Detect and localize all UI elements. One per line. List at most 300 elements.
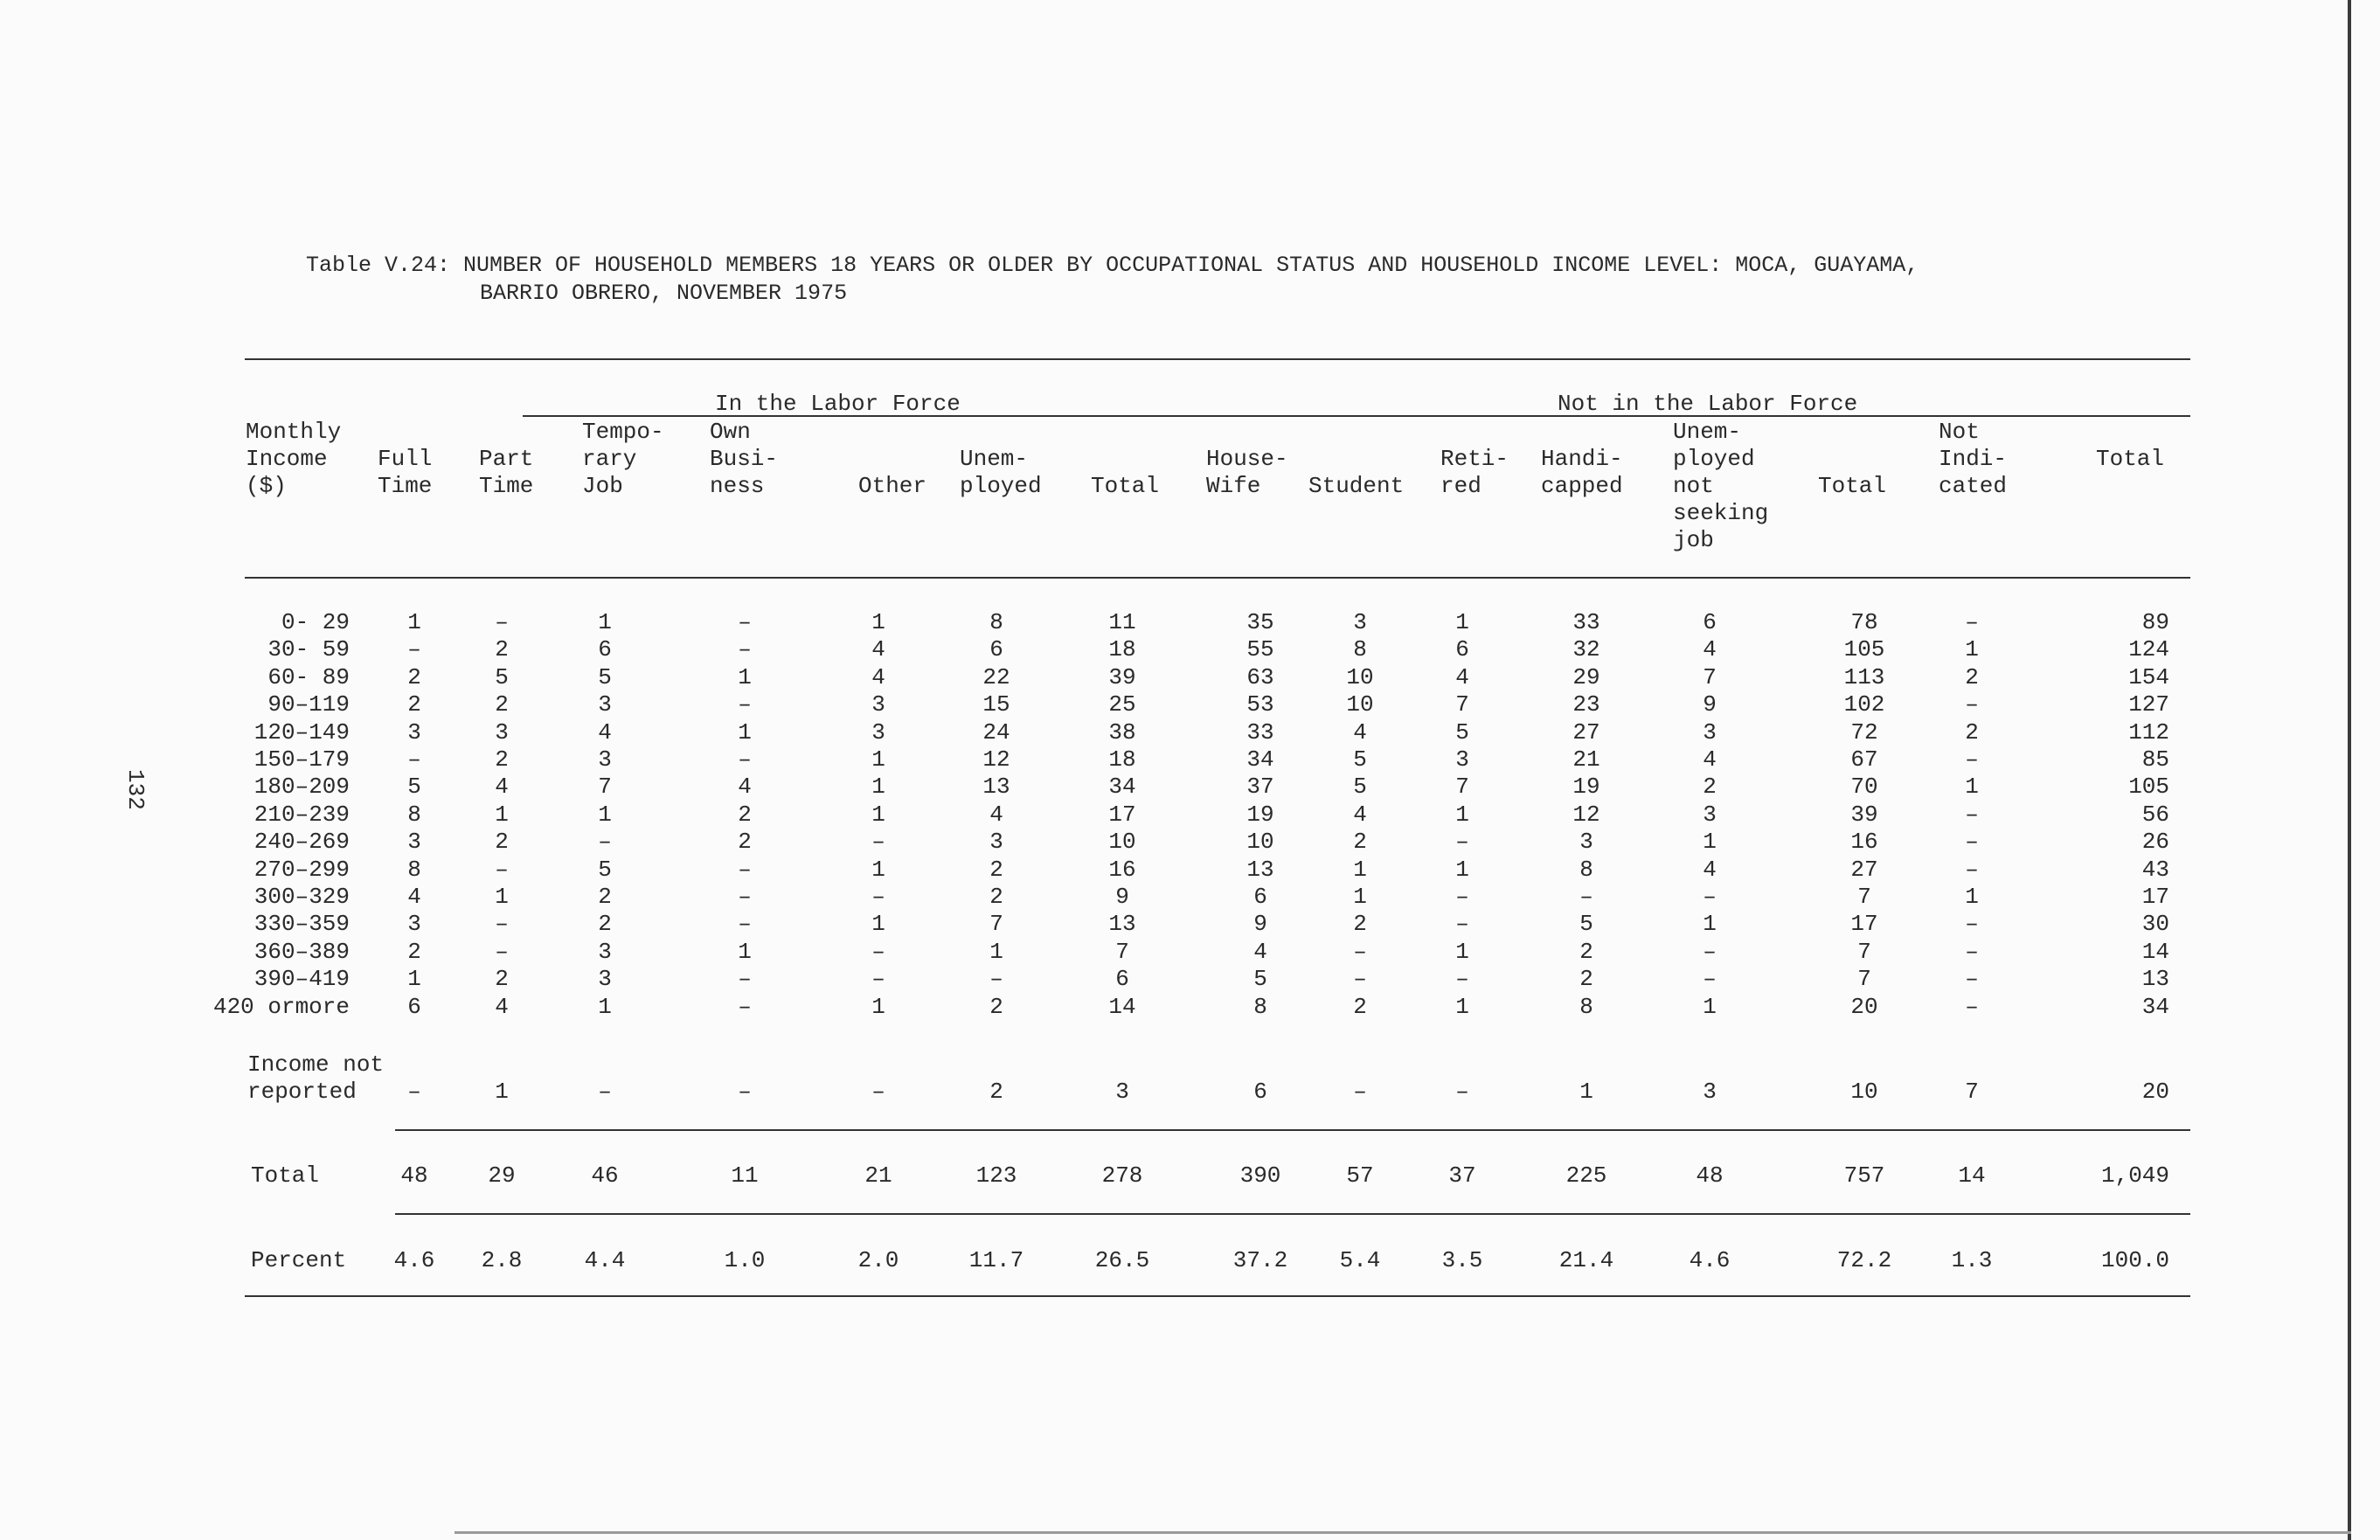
- table-row-cell: 1: [1965, 773, 1979, 801]
- table-row-cell: 67: [1850, 746, 1878, 773]
- table-row-cell: 1: [1353, 856, 1367, 883]
- col-retired: Reti- red: [1440, 446, 1509, 499]
- table-row-cell: 3: [1703, 718, 1717, 746]
- table-row-cell: 1: [871, 911, 885, 938]
- table-row-cell: 4: [598, 718, 612, 746]
- table-row-cell: 34: [1108, 773, 1136, 801]
- table-row-cell: 13: [1108, 911, 1136, 938]
- table-row-cell: 8: [407, 801, 421, 828]
- table-row-cell: –: [1455, 829, 1469, 856]
- income-not-reported-row-cell: –: [598, 1079, 612, 1105]
- income-not-reported-row-cell: 1: [495, 1079, 509, 1105]
- table-row-cell: 2: [1353, 911, 1367, 938]
- table-row-cell: –: [738, 911, 752, 938]
- table-row-cell: 3: [598, 966, 612, 993]
- table-row-cell: 18: [1108, 746, 1136, 773]
- table-row-cell: 2: [495, 746, 509, 773]
- table-row-cell: –: [738, 884, 752, 910]
- table-row-cell: 2: [495, 829, 509, 856]
- table-row-cell: –: [1965, 911, 1979, 938]
- table-row-cell: –: [1455, 966, 1469, 993]
- table-row-cell: 5: [407, 773, 421, 801]
- income-not-reported-row-cell: 20: [2141, 1079, 2169, 1105]
- table-row-cell: 78: [1850, 609, 1878, 635]
- table-row-cell: 8: [989, 609, 1003, 635]
- table-row-cell: 4: [495, 993, 509, 1020]
- col-temporary-job: Tempo- rary Job: [582, 419, 664, 499]
- col-labor-total: Total: [1091, 473, 1160, 499]
- table-row-cell: 7: [1857, 966, 1871, 993]
- col-handicapped: Handi- capped: [1541, 446, 1623, 499]
- table-row-cell: –: [495, 938, 509, 965]
- table-row-label: 270–299: [253, 856, 350, 883]
- table-row-cell: 9: [1703, 691, 1717, 718]
- table-row-cell: 39: [1850, 801, 1878, 828]
- table-row-label: 210–239: [253, 801, 350, 828]
- table-row-cell: 11: [1108, 609, 1136, 635]
- table-row-cell: 10: [1346, 691, 1374, 718]
- total-row-label: Total: [251, 1162, 320, 1189]
- table-row-cell: 2: [1579, 966, 1593, 993]
- table-row-cell: 56: [2141, 801, 2169, 828]
- table-row-cell: 24: [982, 718, 1010, 746]
- table-row-cell: –: [1455, 884, 1469, 910]
- table-row-cell: 8: [1353, 636, 1367, 663]
- table-row-cell: 3: [1353, 609, 1367, 635]
- total-row-cell: 1,049: [2100, 1162, 2169, 1189]
- page-number: 132: [122, 769, 149, 810]
- table-row-cell: 5: [598, 856, 612, 883]
- table-row-cell: 4: [1455, 663, 1469, 690]
- table-row-cell: 1: [1455, 856, 1469, 883]
- percent-row-cell: 26.5: [1094, 1247, 1150, 1273]
- table-row-cell: 2: [598, 884, 612, 910]
- table-row-cell: 23: [1572, 691, 1600, 718]
- table-row-label: 60- 89: [267, 663, 350, 690]
- table-row-cell: 3: [1703, 801, 1717, 828]
- table-row-cell: 5: [1455, 718, 1469, 746]
- table-row-cell: 17: [1108, 801, 1136, 828]
- percent-row-cell: 4.4: [584, 1247, 626, 1273]
- table-row-cell: 39: [1108, 663, 1136, 690]
- percent-row-label: Percent: [251, 1247, 347, 1273]
- table-row-cell: 3: [1579, 829, 1593, 856]
- percent-row-cell: 4.6: [393, 1247, 435, 1273]
- table-row-cell: 85: [2141, 746, 2169, 773]
- table-row-cell: –: [738, 691, 752, 718]
- table-row-cell: 9: [1253, 911, 1267, 938]
- table-row-cell: 29: [1572, 663, 1600, 690]
- table-row-cell: 3: [407, 718, 421, 746]
- table-row-cell: 1: [871, 773, 885, 801]
- table-row-cell: 105: [1843, 636, 1885, 663]
- table-row-cell: 6: [407, 993, 421, 1020]
- percent-row-cell: 100.0: [2100, 1247, 2169, 1273]
- table-row-cell: 1: [871, 609, 885, 635]
- table-row-cell: –: [1965, 746, 1979, 773]
- table-row-cell: –: [1353, 966, 1367, 993]
- table-row-cell: –: [598, 829, 612, 856]
- table-row-cell: 8: [1579, 993, 1593, 1020]
- header-bottom-rule: [245, 577, 2190, 579]
- table-row-cell: 1: [738, 718, 752, 746]
- table-row-cell: 7: [989, 911, 1003, 938]
- table-row-cell: 12: [982, 746, 1010, 773]
- table-row-cell: 13: [2141, 966, 2169, 993]
- total-row-cell: 21: [864, 1162, 892, 1189]
- table-row-label: 390–419: [253, 966, 350, 993]
- total-row-cell: 14: [1958, 1162, 1986, 1189]
- table-row-cell: 1: [738, 938, 752, 965]
- table-row-cell: –: [495, 609, 509, 635]
- page-edge-bottom: [454, 1531, 2351, 1534]
- total-row-cell: 757: [1843, 1162, 1885, 1189]
- table-row-cell: 1: [1455, 938, 1469, 965]
- table-row-cell: 7: [1857, 884, 1871, 910]
- table-row-cell: 2: [738, 801, 752, 828]
- table-row-cell: 2: [1965, 718, 1979, 746]
- table-row-cell: 1: [1703, 993, 1717, 1020]
- income-not-reported-row-cell: –: [1353, 1079, 1367, 1105]
- col-own-business: Own Busi- ness: [710, 419, 779, 499]
- table-row-cell: –: [407, 746, 421, 773]
- table-row-cell: 6: [989, 636, 1003, 663]
- total-row-cell: 46: [591, 1162, 619, 1189]
- table-row-cell: –: [1703, 938, 1717, 965]
- table-row-cell: –: [871, 938, 885, 965]
- table-row-cell: 14: [1108, 993, 1136, 1020]
- table-row-cell: 1: [871, 801, 885, 828]
- total-row-cell: 48: [400, 1162, 428, 1189]
- table-row-cell: 2: [1965, 663, 1979, 690]
- col-not-labor-total: Total: [1818, 473, 1887, 499]
- income-not-reported-row-cell: –: [738, 1079, 752, 1105]
- table-row-cell: 6: [598, 636, 612, 663]
- table-row-cell: –: [738, 746, 752, 773]
- table-row-cell: –: [1703, 884, 1717, 910]
- percent-row-cell: 21.4: [1558, 1247, 1614, 1273]
- table-row-cell: 1: [1703, 829, 1717, 856]
- table-row-cell: 1: [1703, 911, 1717, 938]
- table-row-cell: 1: [871, 746, 885, 773]
- percent-row-cell: 11.7: [968, 1247, 1024, 1273]
- table-row-cell: 2: [1703, 773, 1717, 801]
- table-row-cell: 4: [989, 801, 1003, 828]
- table-row-cell: 13: [982, 773, 1010, 801]
- table-row-cell: 22: [982, 663, 1010, 690]
- table-row-cell: 3: [495, 718, 509, 746]
- table-row-cell: –: [738, 993, 752, 1020]
- table-row-cell: 32: [1572, 636, 1600, 663]
- table-row-cell: 16: [1108, 856, 1136, 883]
- table-row-cell: 3: [871, 718, 885, 746]
- total-row-cell: 390: [1239, 1162, 1281, 1189]
- table-row-cell: 4: [738, 773, 752, 801]
- table-row-cell: 1: [989, 938, 1003, 965]
- table-row-cell: 10: [1346, 663, 1374, 690]
- table-row-cell: 4: [871, 636, 885, 663]
- table-row-cell: 4: [1253, 938, 1267, 965]
- table-row-cell: 34: [2141, 993, 2169, 1020]
- table-row-cell: 4: [1703, 856, 1717, 883]
- table-row-cell: –: [1965, 609, 1979, 635]
- percent-row-cell: 5.4: [1339, 1247, 1381, 1273]
- table-row-cell: 4: [1703, 636, 1717, 663]
- income-not-reported-row-cell: –: [871, 1079, 885, 1105]
- table-caption: [306, 252, 1919, 308]
- table-row-cell: 63: [1246, 663, 1274, 690]
- table-row-cell: 1: [871, 993, 885, 1020]
- table-row-cell: 7: [1115, 938, 1129, 965]
- table-row-cell: 43: [2141, 856, 2169, 883]
- table-row-cell: 18: [1108, 636, 1136, 663]
- table-row-cell: –: [738, 636, 752, 663]
- table-row-cell: 3: [598, 746, 612, 773]
- table-row-cell: 112: [2128, 718, 2169, 746]
- table-row-cell: –: [1965, 829, 1979, 856]
- table-row-cell: 89: [2141, 609, 2169, 635]
- col-part-time: Part Time: [479, 446, 534, 499]
- total-row-cell: 29: [488, 1162, 516, 1189]
- col-other: Other: [858, 473, 927, 499]
- table-row-cell: 5: [1253, 966, 1267, 993]
- table-row-cell: 1: [495, 801, 509, 828]
- table-row-cell: 7: [1455, 773, 1469, 801]
- percent-row-cell: 72.2: [1836, 1247, 1892, 1273]
- col-student: Student: [1308, 473, 1405, 499]
- percent-row-cell: 4.6: [1689, 1247, 1731, 1273]
- table-row-cell: 2: [1353, 829, 1367, 856]
- table-row-cell: 6: [1115, 966, 1129, 993]
- table-row-cell: –: [1579, 884, 1593, 910]
- table-row-cell: 53: [1246, 691, 1274, 718]
- table-row-label: 420 ormore: [212, 993, 350, 1020]
- page-edge: [2348, 0, 2351, 1540]
- table-row-cell: –: [1965, 938, 1979, 965]
- table-row-cell: 2: [598, 911, 612, 938]
- table-row-cell: 6: [1253, 884, 1267, 910]
- table-row-cell: –: [495, 911, 509, 938]
- table-row-cell: –: [1965, 993, 1979, 1020]
- table-row-cell: 7: [598, 773, 612, 801]
- percent-row-cell: 2.0: [857, 1247, 899, 1273]
- col-monthly-income: Monthly Income ($): [246, 419, 342, 499]
- table-row-cell: 4: [495, 773, 509, 801]
- table-row-cell: 8: [1579, 856, 1593, 883]
- percent-row-cell: 2.8: [481, 1247, 523, 1273]
- top-rule: [245, 358, 2190, 360]
- table-row-cell: 35: [1246, 609, 1274, 635]
- table-row-cell: –: [989, 966, 1003, 993]
- table-row-cell: 3: [407, 829, 421, 856]
- table-row-cell: 25: [1108, 691, 1136, 718]
- table-row-cell: 17: [1850, 911, 1878, 938]
- table-row-label: 0- 29: [281, 609, 350, 635]
- percent-row-cell: 37.2: [1232, 1247, 1288, 1273]
- table-row-cell: 1: [407, 609, 421, 635]
- table-row-cell: 19: [1246, 801, 1274, 828]
- table-row-cell: 3: [1455, 746, 1469, 773]
- table-row-cell: 105: [2128, 773, 2169, 801]
- income-not-reported-row-cell: –: [407, 1079, 421, 1105]
- table-row-cell: 19: [1572, 773, 1600, 801]
- income-not-reported-row-cell: 3: [1703, 1079, 1717, 1105]
- income-not-reported-row-cell: 10: [1850, 1079, 1878, 1105]
- table-row-cell: 4: [871, 663, 885, 690]
- table-row-cell: 1: [598, 993, 612, 1020]
- table-row-cell: 3: [598, 938, 612, 965]
- table-row-cell: 2: [407, 938, 421, 965]
- table-row-cell: 70: [1850, 773, 1878, 801]
- total-row-cell: 37: [1448, 1162, 1476, 1189]
- table-row-cell: 5: [1353, 773, 1367, 801]
- table-row-cell: 1: [598, 609, 612, 635]
- table-row-cell: 1: [871, 856, 885, 883]
- table-row-cell: 3: [407, 911, 421, 938]
- table-row-label: 30- 59: [267, 636, 350, 663]
- table-row-cell: 15: [982, 691, 1010, 718]
- table-row-cell: 14: [2141, 938, 2169, 965]
- caption-line-1: Table V.24: NUMBER OF HOUSEHOLD MEMBERS 18 YEARS OR OLDER BY OCCUPATIONAL STATUS AND HOUSEHOLD INCOME LEVEL: MOCA, GUAYAMA,: [306, 253, 1919, 278]
- table-row-cell: 3: [989, 829, 1003, 856]
- table-row-cell: 26: [2141, 829, 2169, 856]
- percent-row-cell: 1.3: [1951, 1247, 1993, 1273]
- table-row-cell: 72: [1850, 718, 1878, 746]
- table-row-cell: 5: [1353, 746, 1367, 773]
- col-unemployed: Unem- ployed: [960, 446, 1042, 499]
- table-row-cell: 37: [1246, 773, 1274, 801]
- table-row-cell: 33: [1246, 718, 1274, 746]
- table-row-cell: 2: [989, 993, 1003, 1020]
- table-row-cell: 8: [1253, 993, 1267, 1020]
- table-row-cell: 6: [1455, 636, 1469, 663]
- table-row-cell: 2: [407, 691, 421, 718]
- table-row-cell: 17: [2141, 884, 2169, 910]
- table-row-cell: 2: [495, 966, 509, 993]
- table-row-cell: 8: [407, 856, 421, 883]
- group-in-labor-force: In the Labor Force: [715, 391, 961, 417]
- table-row-cell: 1: [738, 663, 752, 690]
- group-not-in-labor-force: Not in the Labor Force: [1558, 391, 1858, 417]
- table-row-cell: 4: [1703, 746, 1717, 773]
- table-row-cell: 12: [1572, 801, 1600, 828]
- table-row-cell: –: [407, 636, 421, 663]
- table-row-cell: 102: [1843, 691, 1885, 718]
- table-row-cell: 5: [598, 663, 612, 690]
- total-row-cell: 11: [731, 1162, 759, 1189]
- table-row-cell: 7: [1857, 938, 1871, 965]
- table-row-label: 360–389: [253, 938, 350, 965]
- table-row-cell: 1: [1965, 884, 1979, 910]
- income-not-reported-row-cell: 1: [1579, 1079, 1593, 1105]
- table-row-cell: 2: [738, 829, 752, 856]
- table-row-cell: –: [1703, 966, 1717, 993]
- table-row-cell: 127: [2128, 691, 2169, 718]
- table-row-cell: 27: [1572, 718, 1600, 746]
- total-top-rule: [395, 1129, 2190, 1131]
- income-not-reported-row-cell: 2: [989, 1079, 1003, 1105]
- table-row-label: 330–359: [253, 911, 350, 938]
- table-row-cell: 1: [598, 801, 612, 828]
- table-row-cell: 1: [1353, 884, 1367, 910]
- table-row-cell: 21: [1572, 746, 1600, 773]
- table-row-cell: –: [1965, 966, 1979, 993]
- table-row-cell: 1: [1455, 609, 1469, 635]
- table-row-cell: 10: [1246, 829, 1274, 856]
- col-grand-total: Total: [2096, 446, 2165, 472]
- col-housewife: House- Wife: [1206, 446, 1288, 499]
- table-row-cell: 1: [495, 884, 509, 910]
- col-full-time: Full Time: [378, 446, 433, 499]
- table-row-cell: 6: [1703, 609, 1717, 635]
- table-row-cell: 2: [989, 856, 1003, 883]
- table-row-cell: 27: [1850, 856, 1878, 883]
- table-row-cell: 55: [1246, 636, 1274, 663]
- table-row-cell: 2: [495, 691, 509, 718]
- table-row-cell: 2: [1353, 993, 1367, 1020]
- table-row-label: 150–179: [253, 746, 350, 773]
- income-not-reported-row-cell: 6: [1253, 1079, 1267, 1105]
- table-row-cell: –: [1455, 911, 1469, 938]
- table-row-cell: 3: [598, 691, 612, 718]
- total-row-cell: 123: [975, 1162, 1017, 1189]
- total-row-cell: 278: [1101, 1162, 1143, 1189]
- col-unemployed-not-seeking: Unem- ployed not seeking job: [1673, 419, 1769, 553]
- table-row-cell: 16: [1850, 829, 1878, 856]
- table-row-cell: –: [738, 856, 752, 883]
- table-row-cell: 4: [1353, 718, 1367, 746]
- table-row-cell: 7: [1455, 691, 1469, 718]
- table-row-cell: –: [1965, 801, 1979, 828]
- table-row-cell: 1: [1455, 993, 1469, 1020]
- table-row-cell: 154: [2128, 663, 2169, 690]
- table-row-cell: 7: [1703, 663, 1717, 690]
- table-row-cell: 13: [1246, 856, 1274, 883]
- table-row-cell: 1: [1455, 801, 1469, 828]
- table-row-cell: –: [495, 856, 509, 883]
- total-row-cell: 225: [1565, 1162, 1607, 1189]
- income-not-reported-row-cell: 7: [1965, 1079, 1979, 1105]
- table-row-cell: –: [738, 609, 752, 635]
- caption-line-2: BARRIO OBRERO, NOVEMBER 1975: [480, 281, 848, 306]
- table-row-cell: 38: [1108, 718, 1136, 746]
- percent-row-cell: 3.5: [1441, 1247, 1483, 1273]
- table-row-cell: 2: [1579, 938, 1593, 965]
- table-row-label: 120–149: [253, 718, 350, 746]
- table-row-cell: –: [1965, 856, 1979, 883]
- total-row-cell: 48: [1696, 1162, 1724, 1189]
- table-row-cell: 3: [871, 691, 885, 718]
- table-row-cell: 10: [1108, 829, 1136, 856]
- table-row-cell: –: [738, 966, 752, 993]
- table-row-cell: –: [871, 829, 885, 856]
- table-row-cell: 2: [495, 636, 509, 663]
- bottom-rule: [245, 1295, 2190, 1297]
- table-row-label: 240–269: [253, 829, 350, 856]
- total-bottom-rule: [395, 1213, 2190, 1215]
- table-row-cell: 4: [1353, 801, 1367, 828]
- table-row-cell: –: [1965, 691, 1979, 718]
- table-row-label: 90–119: [267, 691, 350, 718]
- percent-row-cell: 1.0: [724, 1247, 766, 1273]
- table-row-cell: 113: [1843, 663, 1885, 690]
- income-not-reported-row-cell: 3: [1115, 1079, 1129, 1105]
- table-row-cell: 2: [407, 663, 421, 690]
- table-row-cell: –: [871, 884, 885, 910]
- table-row-cell: 33: [1572, 609, 1600, 635]
- table-row-cell: 34: [1246, 746, 1274, 773]
- table-row-cell: 5: [1579, 911, 1593, 938]
